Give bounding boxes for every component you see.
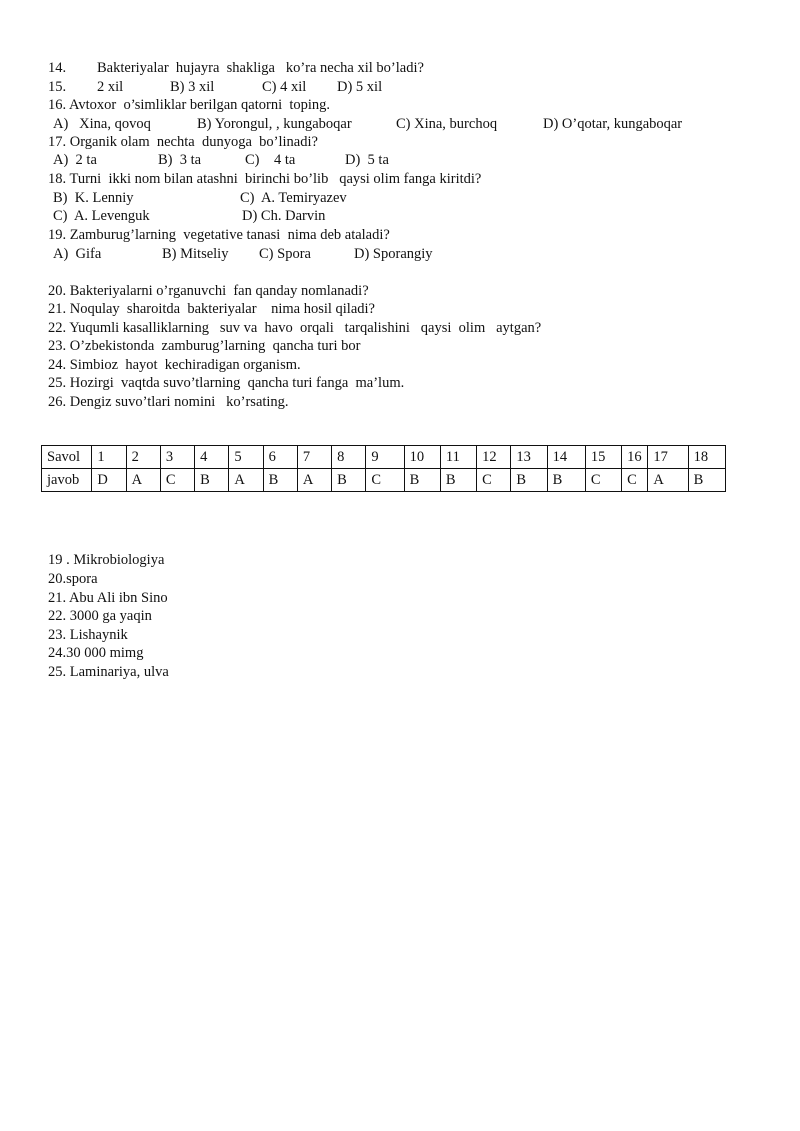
question-18-option-a: B) K. Lenniy [53, 190, 134, 206]
open-answer-20: 20.spora [48, 571, 98, 587]
answer-cell: B [440, 469, 476, 492]
table-row-javob [42, 469, 726, 492]
question-number-cell: 16 [622, 446, 648, 469]
answer-cell: A [297, 469, 331, 492]
question-14-number: 14. [48, 60, 67, 76]
question-18-option-c: C) A. Levenguk [53, 208, 150, 224]
answer-cell: B [547, 469, 585, 492]
answer-cell: D [92, 469, 126, 492]
question-17-text: 17. Organik olam nechta dunyoga bo’linadi? [48, 134, 318, 150]
question-number-cell: 18 [688, 446, 725, 469]
question-number-cell: 12 [477, 446, 511, 469]
open-answer-25: 25. Laminariya, ulva [48, 664, 169, 680]
question-number-cell: 3 [160, 446, 194, 469]
answer-key-table [41, 445, 726, 492]
answer-cell: B [263, 469, 297, 492]
question-17-option-b: B) 3 ta [158, 152, 202, 168]
question-number-cell: 17 [648, 446, 688, 469]
question-19-text: 19. Zamburug’larning vegetative tanasi nima deb ataladi? [48, 227, 390, 243]
answer-cell: B [404, 469, 440, 492]
answer-cell: C [585, 469, 621, 492]
question-16-option-d: D) O’qotar, kungaboqar [543, 116, 683, 132]
question-26-text: 26. Dengiz suvo’tlari nomini ko’rsating. [48, 394, 289, 410]
question-18-option-d: D) Ch. Darvin [242, 208, 326, 224]
question-17-option-d: D) 5 ta [345, 152, 389, 168]
answer-cell: B [511, 469, 547, 492]
question-17-option-a: A) 2 ta [53, 152, 97, 168]
question-21-text: 21. Noqulay sharoitda bakteriyalar nima hosil qiladi? [48, 301, 375, 317]
question-19-option-d: D) Sporangiy [354, 246, 433, 262]
question-number-cell: 10 [404, 446, 440, 469]
question-number-cell: 4 [195, 446, 229, 469]
answer-cell: B [688, 469, 725, 492]
question-19-option-b: B) Mitseliy [162, 246, 229, 262]
answer-cell: C [477, 469, 511, 492]
answer-cell: C [366, 469, 404, 492]
question-22-text: 22. Yuqumli kasalliklarning suv va havo orqali tarqalishini qaysi olim aytgan? [48, 320, 542, 336]
question-number-cell: 5 [229, 446, 263, 469]
question-15-option-d: D) 5 xil [337, 79, 383, 95]
question-18-text: 18. Turni ikki nom bilan atashni birinchi bo’lib qaysi olim fanga kiritdi? [48, 171, 482, 187]
row-label-javob: javob [42, 469, 92, 492]
open-answer-22: 22. 3000 ga yaqin [48, 608, 152, 624]
table-row-savol [42, 446, 726, 469]
answer-cell: A [126, 469, 160, 492]
question-24-text: 24. Simbioz hayot kechiradigan organism. [48, 357, 301, 373]
question-number-cell: 6 [263, 446, 297, 469]
question-number-cell: 14 [547, 446, 585, 469]
question-number-cell: 7 [297, 446, 331, 469]
question-18-option-b: C) A. Temiryazev [240, 190, 347, 206]
question-number-cell: 11 [440, 446, 476, 469]
question-20-text: 20. Bakteriyalarni o’rganuvchi fan qanday nomlanadi? [48, 283, 369, 299]
question-number-cell: 15 [585, 446, 621, 469]
question-19-option-a: A) Gifa [53, 246, 102, 262]
question-number-cell: 13 [511, 446, 547, 469]
question-number-cell: 9 [366, 446, 404, 469]
question-16-text: 16. Avtoxor o’simliklar berilgan qatorni toping. [48, 97, 331, 113]
question-15-option-a: 2 xil [97, 79, 124, 95]
question-16-option-c: C) Xina, burchoq [396, 116, 498, 132]
answer-cell: C [160, 469, 194, 492]
question-number-cell: 1 [92, 446, 126, 469]
answer-cell: C [622, 469, 648, 492]
answer-cell: A [229, 469, 263, 492]
question-number-cell: 2 [126, 446, 160, 469]
open-answer-19: 19 . Mikrobiologiya [48, 552, 165, 568]
row-label-savol: Savol [42, 446, 92, 469]
question-23-text: 23. O’zbekistonda zamburug’larning qancha turi bor [48, 338, 361, 354]
open-answer-24: 24.30 000 mimg [48, 645, 144, 661]
question-17-option-c: C) 4 ta [245, 152, 296, 168]
question-16-option-b: B) Yorongul, , kungaboqar [197, 116, 352, 132]
open-answer-23: 23. Lishaynik [48, 627, 128, 643]
question-15-option-b: B) 3 xil [170, 79, 215, 95]
open-answer-21: 21. Abu Ali ibn Sino [48, 590, 168, 606]
answer-cell: B [332, 469, 366, 492]
question-25-text: 25. Hozirgi vaqtda suvo’tlarning qancha turi fanga ma’lum. [48, 375, 405, 391]
question-16-option-a: A) Xina, qovoq [53, 116, 151, 132]
answer-cell: B [195, 469, 229, 492]
question-19-option-c: C) Spora [259, 246, 311, 262]
question-number-cell: 8 [332, 446, 366, 469]
question-14-text: Bakteriyalar hujayra shakliga ko’ra necha xil bo’ladi? [97, 60, 424, 76]
question-15-option-c: C) 4 xil [262, 79, 307, 95]
question-15-number: 15. [48, 79, 67, 95]
answer-cell: A [648, 469, 688, 492]
